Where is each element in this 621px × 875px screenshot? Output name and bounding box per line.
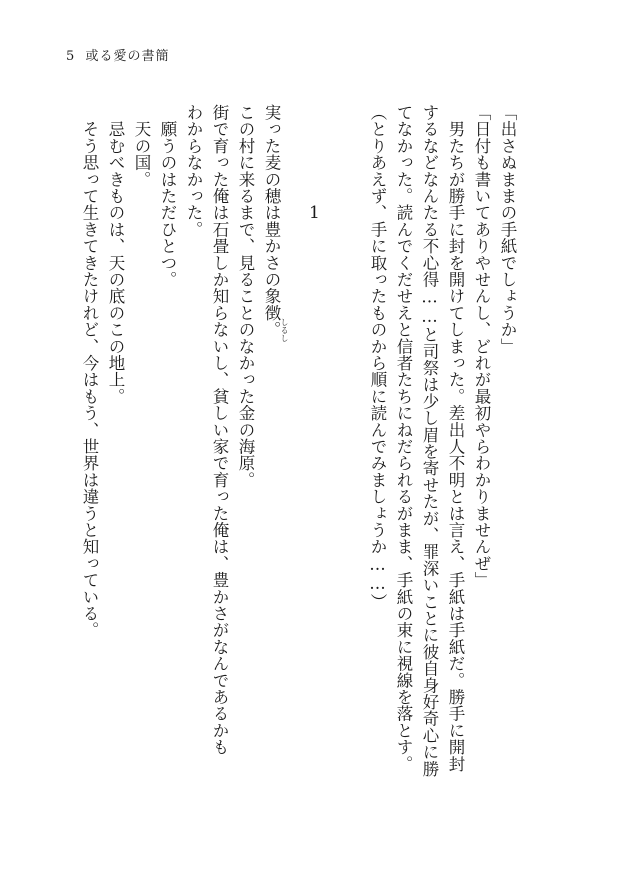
page-number: 5 [66, 49, 76, 64]
text-column-2: 「日付も書いてありやせんし、どれが最初やらわかりませんぜ」 [472, 104, 491, 589]
text-column-8: この村に来るまで、見ることのなかった金の海原。 [236, 104, 255, 489]
text-column-3: 男たちが勝手に封を開けてしまった。差出人不明とは言え、手紙は手紙だ。勝手に開封 [446, 104, 465, 772]
text-column-4: するなどなんたる不心得……と司祭は少し眉を寄せたが、罪深いことに彼自身好奇心に勝 [420, 104, 439, 777]
text-column-11: 願うのはただひとつ。 [158, 104, 177, 288]
text-column-1: 「出さぬままの手紙でしょうか」 [498, 104, 517, 355]
chapter-title: 或る愛の書簡 [85, 49, 170, 64]
text-column-10: わからなかった。 [184, 104, 203, 238]
text-column-7: 実った麦の穂は豊かさの象徴。 [262, 104, 281, 338]
section-number: 1 [309, 203, 320, 223]
text-column-5: てなかった。読んでくだせえと信者たちにねだられるがまま、手紙の束に視線を落とす。 [394, 104, 413, 772]
ruby-reading: しるし [280, 318, 289, 342]
page-header [66, 49, 170, 65]
text-column-14: そう思って生きてきたけれど、今はもう、世界は違うと知っている。 [80, 104, 99, 639]
text-column-6: （とりあえず、手に取ったものから順に読んでみましょうか……） [368, 104, 387, 610]
text-column-13: 忌むべきものは、天の底のこの地上。 [106, 104, 125, 405]
text-column-9: 街で育った俺は石畳しか知らないし、貧しい家で育った俺は、豊かさがなんであるかも [210, 104, 229, 756]
text-column-12: 天の国。 [132, 104, 151, 188]
